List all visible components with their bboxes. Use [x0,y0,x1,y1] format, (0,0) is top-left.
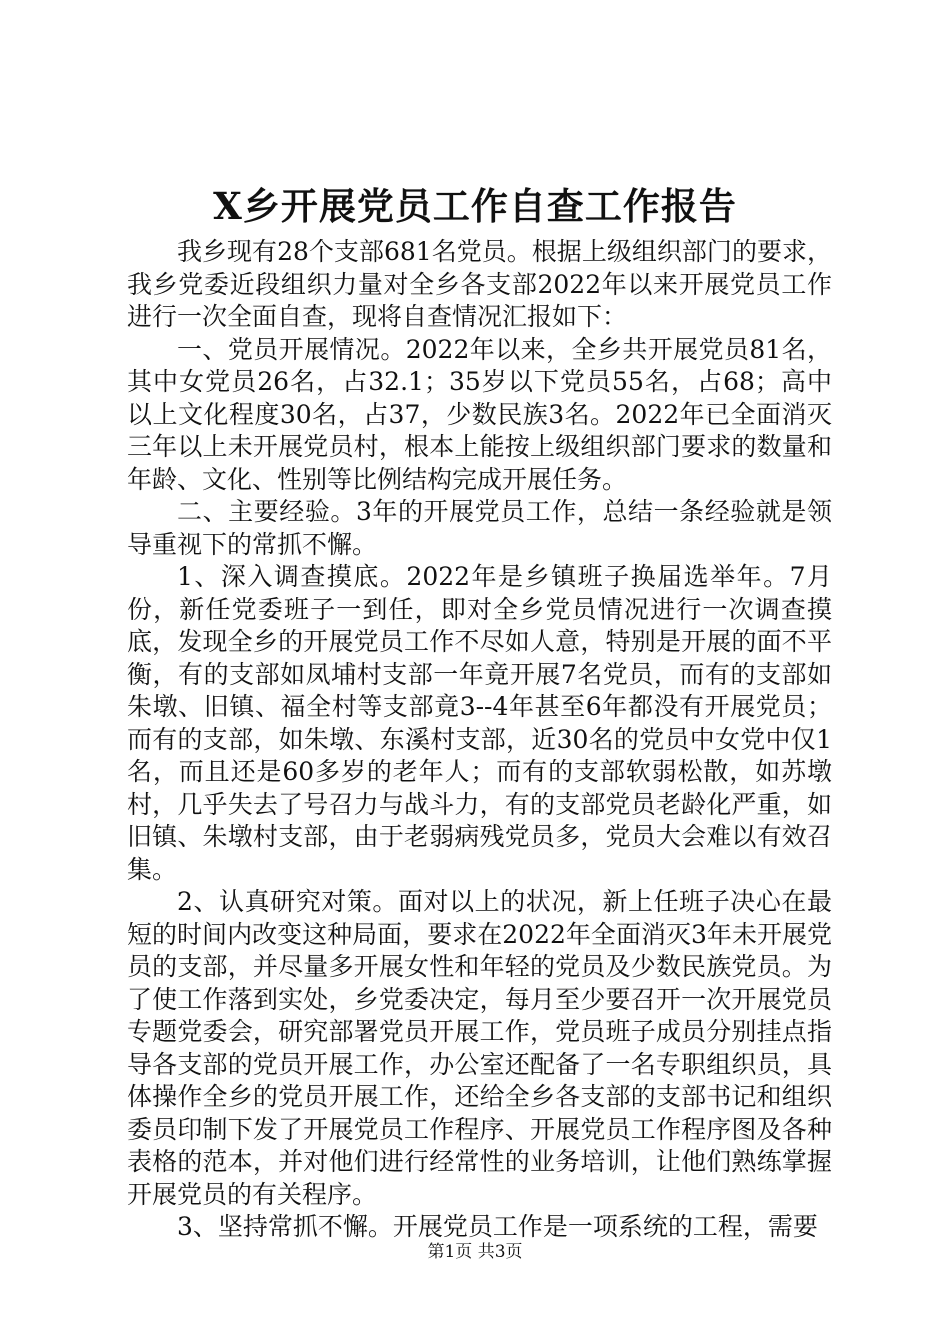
document-title: X乡开展党员工作自查工作报告 [213,184,737,228]
paragraph-section-2: 二、主要经验。3年的开展党员工作，总结一条经验就是领导重视下的常抓不懈。 [127,497,832,559]
page-footer: 第1页 共3页 [427,1242,523,1262]
paragraph-item-3: 3、坚持常抓不懈。开展党员工作是一项系统的工程，需要 [177,1212,818,1241]
paragraph-item-1: 1、深入调查摸底。2022年是乡镇班子换届选举年。7月份，新任党委班子一到任，即对全乡党员情况进行一次调查摸底，发现全乡的开展党员工作不尽如人意，特别是开展的面不平衡，有的支部如凤埔村支部一年竟开展7名党员，而有的支部如朱墩、旧镇、福全村等支部竟3--4年甚至6年都没有开展党员；而有的支部，如朱墩、东溪村支部，近30名的党员中女党中仅1名，而且还是60多岁的老年人；而有的支部软弱松散，如苏墩村，几乎失去了号召力与战斗力，有的支部党员老龄化严重，如旧镇、朱墩村支部，由于老弱病残党员多，党员大会难以有效召集。 [127,562,832,884]
paragraph-item-2: 2、认真研究对策。面对以上的状况，新上任班子决心在最短的时间内改变这种局面，要求在2022年全面消灭3年未开展党员的支部，并尽量多开展女性和年轻的党员及少数民族党员。为了使工作落到实处，乡党委决定，每月至少要召开一次开展党员专题党委会，研究部署党员开展工作，党员班子成员分别挂点指导各支部的党员开展工作，办公室还配备了一名专职组织员，具体操作全乡的党员开展工作，还给全乡各支部的支部书记和组织委员印制下发了开展党员工作程序、开展党员工作程序图及各种表格的范本，并对他们进行经常性的业务培训，让他们熟练掌握开展党员的有关程序。 [127,887,832,1209]
paragraph-section-1: 一、党员开展情况。2022年以来，全乡共开展党员81名，其中女党员26名，占32.1；35岁以下党员55名，占68；高中以上文化程度30名，占37，少数民族3名。2022年已全面消灭三年以上未开展党员村，根本上能按上级组织部门要求的数量和年龄、文化、性别等比例结构完成开展任务。 [127,334,832,494]
paragraph-intro: 我乡现有28个支部681名党员。根据上级组织部门的要求，我乡党委近段组织力量对全乡各支部2022年以来开展党员工作进行一次全面自查，现将自查情况汇报如下： [127,237,832,331]
document-body [127,236,832,1244]
